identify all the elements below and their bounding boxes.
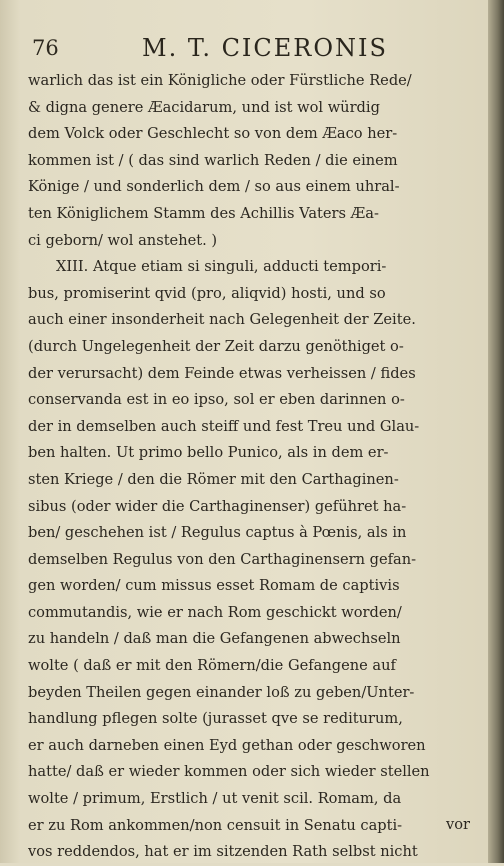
text-line: ben/ geschehen ist / Regulus captus à Pœnis, als in (28, 524, 407, 542)
text-line: ci geborn/ wol anstehet. ) (28, 231, 218, 249)
text-line: gen worden/ cum missus esset Romam de captivis (28, 577, 400, 595)
text-line: XIII. Atque etiam si singuli, adducti tempori- (56, 258, 387, 276)
text-line: & digna genere Æacidarum, und ist wol würdig (28, 98, 380, 116)
text-line: der in demselben auch steiff und fest Treu und Glau- (28, 417, 420, 435)
text-line: kommen ist / ( das sind warlich Reden / die einem (28, 151, 398, 169)
catchword: vor (445, 816, 470, 833)
page-number: 76 (32, 36, 59, 60)
text-line: Könige / und sonderlich dem / so aus einem uhral- (28, 178, 400, 196)
text-line: bus, promiserint qvid (pro, aliqvid) hosti, und so (28, 284, 386, 302)
running-head: M. T. CICERONIS (142, 34, 388, 62)
text-line: conservanda est in eo ipso, sol er eben darinnen o- (28, 391, 405, 409)
text-line: wolte ( daß er mit den Römern/die Gefangene auf (28, 657, 396, 675)
text-line: hatte/ daß er wieder kommen oder sich wieder stellen (28, 763, 430, 781)
text-line: auch einer insonderheit nach Gelegenheit der Zeite. (28, 311, 416, 329)
text-line: demselben Regulus von den Carthaginensern gefan- (28, 550, 417, 568)
text-line: beyden Theilen gegen einander loß zu geben/Unter- (28, 683, 415, 701)
text-line: ten Königlichem Stamm des Achillis Vaters Æa- (28, 204, 379, 222)
text-line: er zu Rom ankommen/non censuit in Senatu capti- (28, 816, 403, 834)
text-line: ben halten. Ut primo bello Punico, als in dem er- (28, 444, 389, 462)
page-header (32, 32, 472, 64)
text-line: handlung pflegen solte (jurasset qve se rediturum, (28, 710, 403, 728)
text-line: er auch darneben einen Eyd gethan oder geschworen (28, 736, 426, 754)
body-text (28, 68, 472, 866)
text-line: sten Kriege / den die Römer mit den Carthaginen- (28, 470, 399, 488)
text-line: der verursacht) dem Feinde etwas verheissen / fides (28, 364, 416, 382)
text-line: sibus (oder wider die Carthaginenser) geführet ha- (28, 497, 407, 515)
binding-gutter (488, 0, 504, 863)
text-line: warlich das ist ein Königliche oder Fürstliche Rede/ (28, 72, 412, 89)
text-line: zu handeln / daß man die Gefangenen abwechseln (28, 630, 401, 648)
text-line: commutandis, wie er nach Rom geschickt worden/ (28, 603, 402, 621)
text-line: (durch Ungelegenheit der Zeit darzu genöthiget o- (28, 337, 404, 355)
text-line: vos reddendos, hat er im sitzenden Rath selbst nicht (28, 843, 418, 861)
text-line: wolte / primum, Erstlich / ut venit scil. Romam, da (28, 790, 402, 808)
text-line: dem Volck oder Geschlecht so von dem Æaco her- (28, 125, 398, 143)
